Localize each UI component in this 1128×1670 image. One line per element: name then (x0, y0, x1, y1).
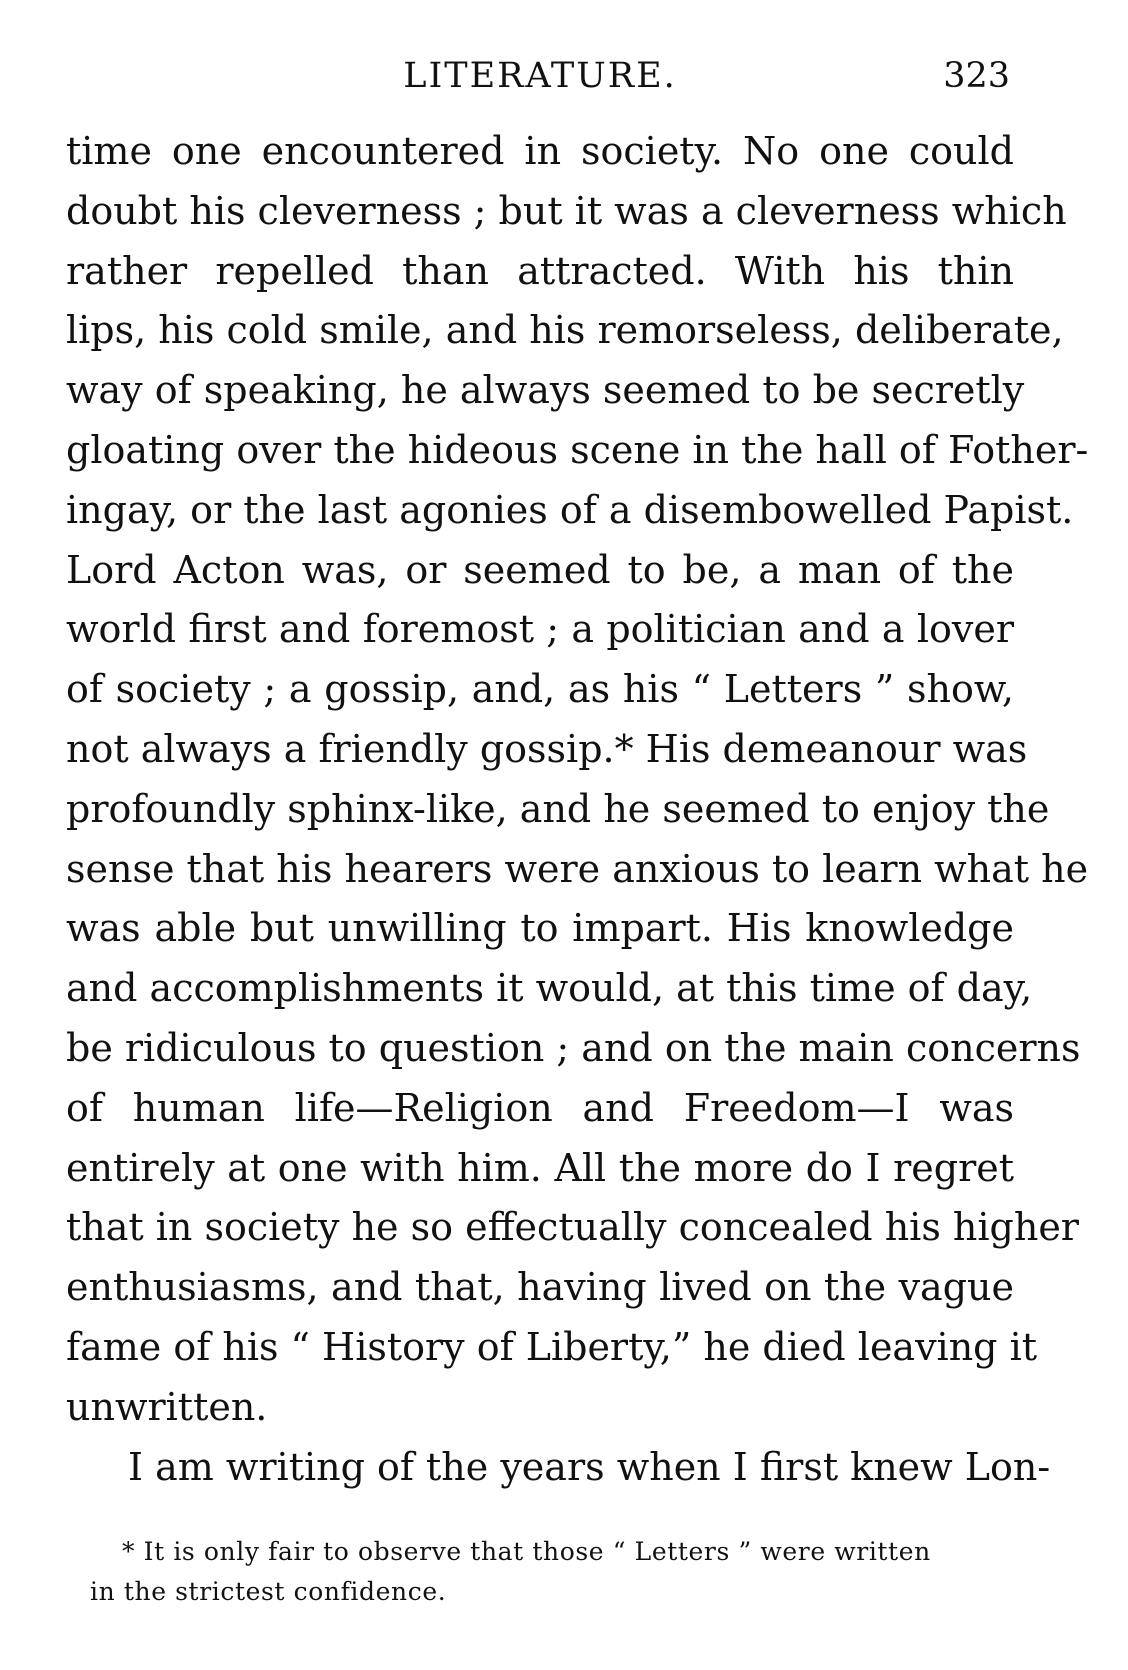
footnote (90, 1532, 1040, 1612)
text-line-7: ingay, or the last agonies of a disembowelled Papist. (66, 487, 1074, 532)
text-line-8: Lord Acton was, or seemed to be, a man of the (66, 547, 1014, 592)
text-line-22: unwritten. (66, 1384, 268, 1429)
text-line-18: entirely at one with him. All the more do I regret (66, 1145, 1014, 1190)
text-line-21: fame of his “ History of Liberty,” he died leaving it (66, 1324, 1038, 1369)
body-text (66, 122, 1089, 1497)
footnote-line-2: in the strictest confidence. (90, 1577, 447, 1606)
page-number: 323 (943, 56, 1010, 96)
text-line-19: that in society he so effectually concealed his higher (66, 1205, 1079, 1250)
text-line-23: I am writing of the years when I first knew Lon- (128, 1444, 1051, 1489)
text-line-6: gloating over the hideous scene in the hall of Fother- (66, 427, 1089, 472)
text-line-3: rather repelled than attracted. With his thin (66, 248, 1014, 293)
text-line-12: profoundly sphinx-like, and he seemed to enjoy the (66, 786, 1050, 831)
text-line-2: doubt his cleverness ; but it was a cleverness which (66, 188, 1067, 233)
text-line-20: enthusiasms, and that, having lived on the vague (66, 1265, 1014, 1310)
text-line-11: not always a friendly gossip.* His demeanour was (66, 726, 1028, 771)
text-line-1: time one encountered in society. No one could (66, 129, 1014, 173)
running-title: LITERATURE. (403, 56, 677, 96)
text-line-5: way of speaking, he always seemed to be secretly (66, 368, 1025, 413)
running-head (70, 56, 1010, 106)
text-line-17: of human life—Religion and Freedom—I was (66, 1085, 1014, 1130)
text-line-14: was able but unwilling to impart. His knowledge (66, 906, 1014, 951)
text-line-10: of society ; a gossip, and, as his “ Letters ” show, (66, 667, 1014, 712)
text-line-9: world first and foremost ; a politician and a lover (66, 607, 1014, 652)
footnote-line-1: * It is only fair to observe that those “ Letters ” were written (122, 1537, 931, 1566)
text-line-4: lips, his cold smile, and his remorseless, deliberate, (66, 308, 1064, 353)
text-line-16: be ridiculous to question ; and on the main concerns (66, 1025, 1081, 1070)
text-line-15: and accomplishments it would, at this time of day, (66, 966, 1033, 1011)
text-line-13: sense that his hearers were anxious to learn what he (66, 846, 1089, 891)
